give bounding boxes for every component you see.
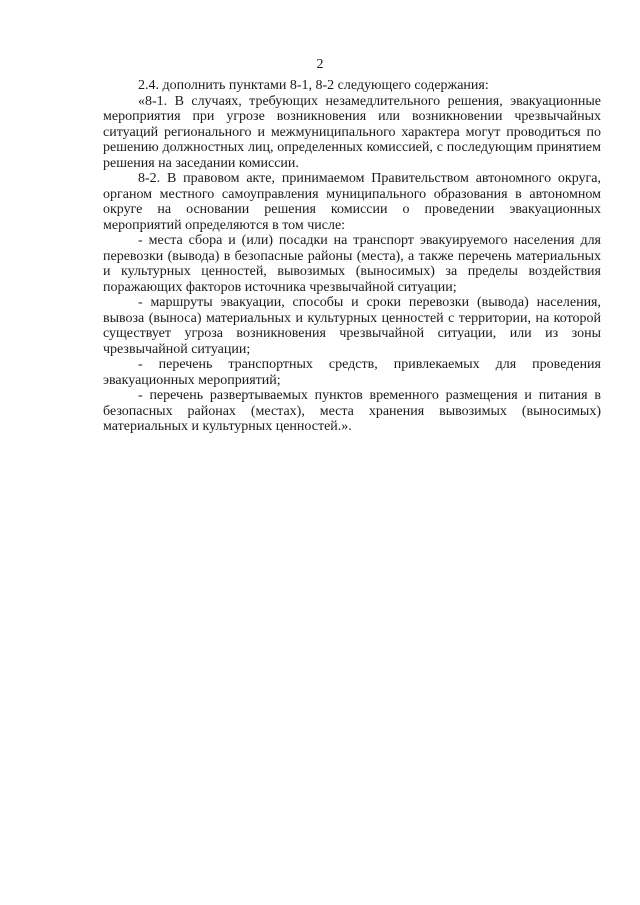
page-number: 2	[316, 57, 324, 72]
document-body	[103, 78, 601, 435]
list-item-vehicles: - перечень транспортных средств, привлекаемых для проведения эвакуационных мероприятий;	[103, 357, 601, 388]
paragraph-8-1: «8-1. В случаях, требующих незамедлительного решения, эвакуационные мероприятия при угрозе возникновения или возникновении чрезвычайных ситуаций регионального и межмуниципального характера могут проводиться по решению должностных лиц, определенных комиссией, с последующим принятием решения на заседании комиссии.	[103, 93, 601, 171]
list-item-temporary-accommodation: - перечень развертываемых пунктов временного размещения и питания в безопасных районах (местах), места хранения вывозимых (выносимых) материальных и культурных ценностей.».	[103, 388, 601, 434]
list-item-evacuation-routes: - маршруты эвакуации, способы и сроки перевозки (вывода) населения, вывоза (выноса) материальных и культурных ценностей с территории, на которой существует угроза возникновения чрезвычайной ситуации, или из зоны чрезвычайной ситуации;	[103, 295, 601, 357]
list-item-assembly-points: - места сбора и (или) посадки на транспорт эвакуируемого населения для перевозки (вывода) в безопасные районы (места), а также перечень материальных и культурных ценностей, вывозимых (выносимых) за пределы воздействия поражающих факторов источника чрезвычайной ситуации;	[103, 233, 601, 295]
paragraph-8-2: 8-2. В правовом акте, принимаемом Правительством автономного округа, органом местного самоуправления муниципального образования в автономном округе на основании решения комиссии о проведении эвакуационных мероприятий определяются в том числе:	[103, 171, 601, 233]
paragraph-2-4-intro: 2.4. дополнить пунктами 8-1, 8-2 следующего содержания:	[138, 78, 489, 93]
